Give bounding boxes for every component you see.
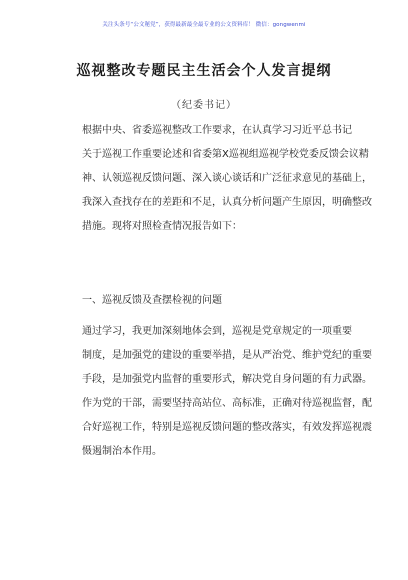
section-heading: 一、巡视反馈及查摆检视的问题 xyxy=(82,295,222,306)
paragraph-line: 手段，是加强党内监督的重要形式，解决党自身问题的有力武器。 xyxy=(82,374,372,385)
body-paragraph xyxy=(62,320,372,464)
paragraph-line: 根据中央、省委巡视整改工作要求，在认真学习习近平总书记 xyxy=(82,125,352,136)
paragraph-line: 神、认领巡视反馈问题、深入谈心谈话和广泛征求意见的基础上， xyxy=(82,173,372,184)
paragraph-line: 慑遏制治本作用。 xyxy=(82,446,162,457)
paragraph-line: 合好巡视工作，特别是巡视反馈问题的整改落实，有效发挥巡视震 xyxy=(82,422,372,433)
document-subtitle: （纪委书记） xyxy=(171,100,237,111)
header-note: 关注头条号“公文秘党”，获得最新最全最专业的公文资料库！ 微信：gongwenmi xyxy=(102,22,306,28)
paragraph-line: 措施。现将对照检查情况报告如下： xyxy=(82,221,242,232)
paragraph-line: 我深入查找存在的差距和不足，认真分析问题产生原因，明确整改 xyxy=(82,197,372,208)
paragraph-line: 作为党的干部，需要坚持高站位、高标准，正确对待巡视监督，配 xyxy=(82,398,372,409)
document-title: 巡视整改专题民主生活会个人发言提纲 xyxy=(76,63,332,79)
intro-paragraph xyxy=(62,119,372,239)
paragraph-line: 关于巡视工作重要论述和省委第X巡视组巡视学校党委反馈会议精 xyxy=(82,149,369,160)
paragraph-line: 通过学习，我更加深刻地体会到，巡视是党章规定的一项重要 xyxy=(82,326,352,337)
paragraph-line: 制度，是加强党的建设的重要举措，是从严治党、维护党纪的重要 xyxy=(82,350,372,361)
